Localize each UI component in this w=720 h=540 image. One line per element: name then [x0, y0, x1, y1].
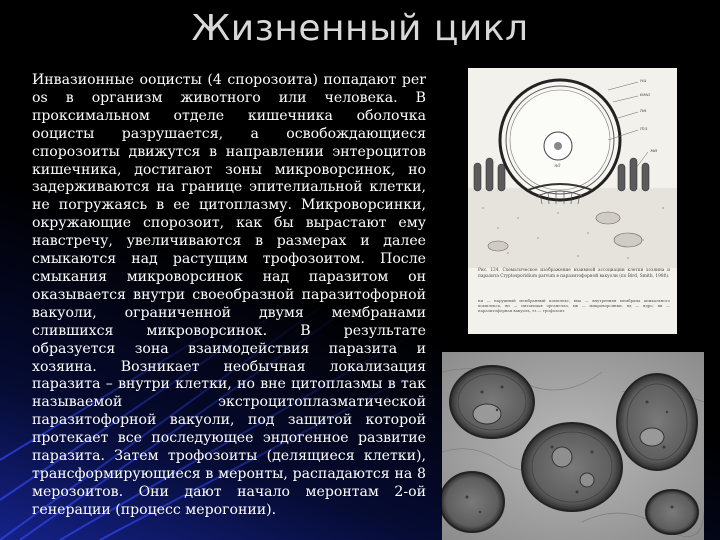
electron-micrograph	[442, 352, 704, 540]
cell-parasite-diagram	[468, 68, 677, 268]
schematic-figure	[468, 68, 677, 334]
label-vma: вма	[640, 92, 651, 98]
label-pv: пв	[640, 108, 647, 114]
micrograph-image	[442, 352, 704, 540]
label-tz: тз	[640, 126, 648, 132]
figure-legend: ни — наружный мембранный комплекс, вма — внутренняя мембрана апикального комплекса, вп — питающая органелла, мв — микроворсинки, яд — ядро, пв — паразитофорная вакуоль, тз — трофозоит.	[478, 298, 670, 313]
slide-title: Жизненный цикл	[191, 8, 529, 49]
label-yad: яд	[554, 163, 561, 169]
label-mv: мв	[650, 148, 658, 154]
figure-caption: Рис. 124. Схематическое изображение взаимной ассоциации клетки хозяина и паразита Cryptosporidium parvum в паразитофорной вакуоли (по Bird, Smith, 1980).	[478, 268, 670, 279]
label-ni: ни	[640, 78, 647, 84]
slide-body-text: Инвазионные ооцисты (4 спорозоита) попадают per os в организм животного или человека. В проксимальном отделе кишечника оболочка ооцисты разрушается, а освобождающиеся спорозоиты движутся в направлении энтероцитов кишечника, достигают зоны микроворсинок, но задерживаются на границе эпителиальной клетки, не погружаясь в ее цитоплазму. Микроворсинки, окружающие спорозоит, как бы вырастают ему навстречу, увеличиваются в размерах и далее смыкаются над растущим трофозоитом. После смыкания микроворсинок над паразитом он оказывается внутри своеобразной паразитофорной вакуоли, ограниченной двумя мембранами слившихся микроворсинок. В результате образуется зона взаимодействия паразита и хозяина. Возникает необычная локализация паразита – внутри клетки, но вне цитоплазмы в так называемой экстроцитоплазматической паразитофорной вакуоли, под защитой которой протекает все последующее эндогенное развитие паразита. Затем трофозоиты (делящиеся клетки), трансформирующиеся в меронты, распадаются на 8 мерозоитов. Они дают начало меронтам 2-ой генерации (процесс мерогонии).	[32, 72, 426, 518]
